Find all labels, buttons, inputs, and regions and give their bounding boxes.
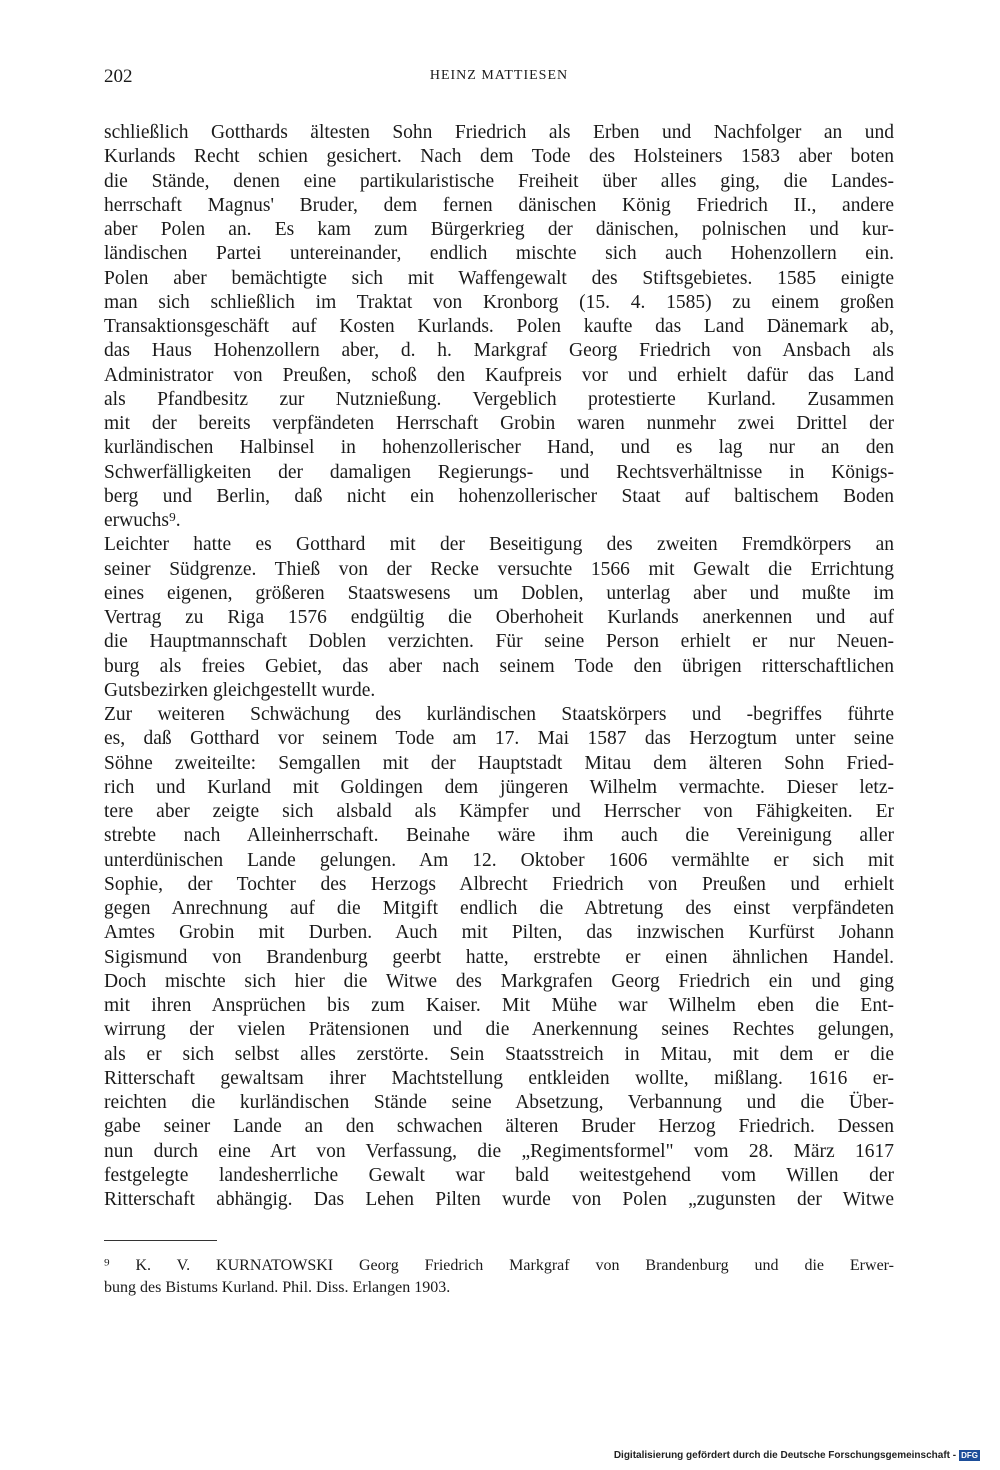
text-line: erwuchs⁹. [104,510,181,531]
digitization-credit [614,1450,980,1461]
text-line: reichten die kurländischen Stände seine Absetzung, Verbannung und die Über- [104,1092,894,1113]
text-line: Ritterschaft gewaltsam ihrer Machtstellung entkleiden wollte, mißlang. 1616 er- [104,1067,894,1089]
text-line: wirrung der vielen Prätensionen und die Anerkennung seines Rechtes gelungen, [104,1019,894,1041]
text-line: mit ihren Ansprüchen bis zum Kaiser. Mit Mühe war Wilhelm eben die Ent- [104,995,894,1016]
page-number: 202 [104,66,133,87]
body-text [104,121,894,1212]
text-line: nun durch eine Art von Verfassung, die „Regimentsformel" vom 28. März 1617 [104,1140,894,1162]
text-line: schließlich Gotthards ältesten Sohn Friedrich als Erben und Nachfolger an und [104,122,894,143]
text-line: man sich schließlich im Traktat von Kronborg (15. 4. 1585) zu einem großen [104,291,894,313]
text-line: Sigismund von Brandenburg geerbt hatte, erstrebte er einen ähnlichen Handel. [104,946,894,968]
text-line: es, daß Gotthard vor seinem Tode am 17. Mai 1587 das Herzogtum unter seine [104,728,894,750]
text-line: tere aber zeigte sich alsbald als Kämpfer und Herrscher von Fähigkeiten. Er [104,801,894,822]
text-line: die Stände, denen eine partikularistische Freiheit über alles ging, die Landes- [104,170,894,192]
text-line: Gutsbezirken gleichgestellt wurde. [104,679,376,701]
text-line: Transaktionsgeschäft auf Kosten Kurlands. Polen kaufte das Land Dänemark ab, [104,316,894,337]
text-line: Doch mischte sich hier die Witwe des Markgrafen Georg Friedrich ein und ging [104,970,894,992]
text-line: Vertrag zu Riga 1576 endgültig die Oberhoheit Kurlands anerkennen und auf [104,607,894,628]
text-line: Leichter hatte es Gotthard mit der Beseitigung des zweiten Fremdkörpers an [104,534,894,556]
footnotes [104,1255,894,1299]
text-line: burg als freies Gebiet, das aber nach seinem Tode den übrigen ritterschaftlichen [104,655,894,677]
text-line: Schwerfälligkeiten der damaligen Regierungs- und Rechtsverhältnisse in Königs- [104,461,894,483]
text-line: festgelegte landesherrliche Gewalt war bald weitestgehend vom Willen der [104,1164,894,1186]
footnote-separator [104,1240,217,1241]
text-line: gabe seiner Lande an den schwachen älteren Bruder Herzog Friedrich. Dessen [104,1116,894,1138]
text-line: kurländischen Halbinsel in hohenzollerischer Hand, und es lag nur an den [104,437,894,459]
credit-text: Digitalisierung gefördert durch die Deutsche Forschungsgemeinschaft - [613,1450,957,1461]
text-line: Ritterschaft abhängig. Das Lehen Pilten wurde von Polen „zugunsten der Witwe [104,1189,894,1210]
text-line: seiner Südgrenze. Thieß von der Recke versuchte 1566 mit Gewalt die Errichtung [104,558,894,580]
text-line: aber Polen an. Es kam zum Bürgerkrieg der dänischen, polnischen und kur- [104,219,894,240]
text-line: Kurlands Recht schien gesichert. Nach dem Tode des Holsteiners 1583 aber boten [104,146,894,168]
text-line: die Hauptmannschaft Doblen verzichten. Für seine Person erhielt er nur Neuen- [104,631,894,653]
text-line: eines eigenen, größeren Staatswesens um Doblen, unterlag aber und mußte im [104,582,894,604]
dfg-logo: DFG [961,1451,978,1460]
running-head: HEINZ MATTIESEN [429,68,569,83]
footnote-line: ⁹ K. V. KURNATOWSKI Georg Friedrich Markgraf von Brandenburg und die Erwer- [104,1257,894,1274]
text-line: als Pfandbesitz zur Nutznießung. Vergeblich protestierte Kurland. Zusammen [104,388,894,410]
text-line: Zur weiteren Schwächung des kurländischen Staatskörpers und -begriffes führte [104,704,894,725]
text-line: ländischen Partei untereinander, endlich mischte sich auch Hohenzollern ein. [104,243,894,265]
text-line: gegen Anrechnung auf die Mitgift endlich die Abtretung des einst verpfändeten [104,898,894,919]
text-line: Sophie, der Tochter des Herzogs Albrecht Friedrich von Preußen und erhielt [104,873,894,895]
text-line: unterdünischen Lande gelungen. Am 12. Oktober 1606 vermählte er sich mit [104,849,894,871]
text-line: als er sich selbst alles zerstörte. Sein Staatsstreich in Mitau, mit dem er die [104,1043,894,1065]
text-line: Polen aber bemächtigte sich mit Waffengewalt des Stiftsgebietes. 1585 einigte [104,267,894,289]
text-line: herrschaft Magnus' Bruder, dem fernen dänischen König Friedrich II., andere [104,194,894,216]
text-line: Administrator von Preußen, schoß den Kaufpreis vor und erhielt dafür das Land [104,364,894,386]
text-line: berg und Berlin, daß nicht ein hohenzollerischer Staat auf baltischem Boden [104,485,894,507]
text-line: rich und Kurland mit Goldingen dem jüngeren Wilhelm vermachte. Dieser letz- [104,776,894,798]
text-line: Söhne zweiteilte: Semgallen mit der Hauptstadt Mitau dem älteren Sohn Fried- [104,752,894,774]
footnote-line: bung des Bistums Kurland. Phil. Diss. Erlangen 1903. [104,1279,451,1296]
text-line: strebte nach Alleinherrschaft. Beinahe wäre ihm auch die Vereinigung aller [104,825,894,847]
text-line: mit der bereits verpfändeten Herrschaft Grobin waren nunmehr zwei Drittel der [104,413,894,434]
text-line: das Haus Hohenzollern aber, d. h. Markgraf Georg Friedrich von Ansbach als [104,340,894,362]
page-header [104,66,894,96]
text-line: Amtes Grobin mit Durben. Auch mit Pilten, das inzwischen Kurfürst Johann [104,922,894,944]
